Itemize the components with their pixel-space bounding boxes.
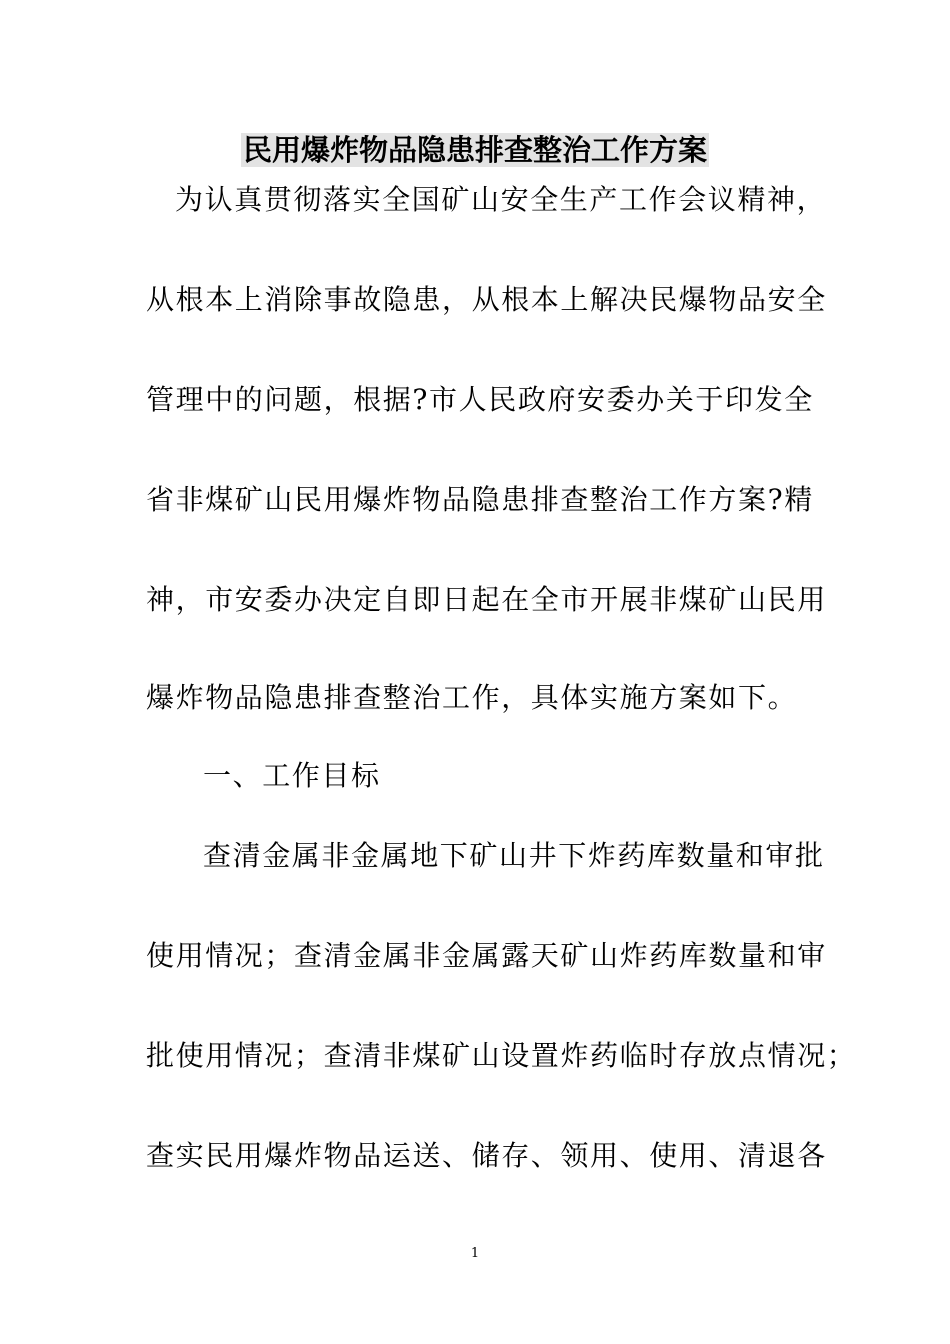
document-title-text: 民用爆炸物品隐患排查整治工作方案: [242, 133, 707, 167]
paragraph-line: 使用情况；查清金属非金属露天矿山炸药库数量和审: [146, 939, 827, 972]
paragraph-line: 查清金属非金属地下矿山井下炸药库数量和审批: [203, 839, 825, 872]
paragraph-line: 从根本上消除事故隐患，从根本上解决民爆物品安全: [146, 283, 827, 316]
paragraph-line: 查实民用爆炸物品运送、储存、领用、使用、清退各: [146, 1139, 827, 1172]
paragraph-line: 管理中的问题，根据?市人民政府安委办关于印发全: [146, 383, 814, 416]
paragraph-line: 批使用情况；查清非煤矿山设置炸药临时存放点情况；: [146, 1039, 857, 1072]
page-number: 1: [470, 1246, 480, 1261]
paragraph-line: 为认真贯彻落实全国矿山安全生产工作会议精神，: [175, 183, 827, 216]
section-heading: 一、工作目标: [203, 759, 381, 792]
paragraph-line: 省非煤矿山民用爆炸物品隐患排查整治工作方案?精: [146, 483, 814, 516]
paragraph-line: 爆炸物品隐患排查整治工作，具体实施方案如下。: [146, 681, 798, 714]
paragraph-line: 神，市安委办决定自即日起在全市开展非煤矿山民用: [146, 583, 827, 616]
document-title: [0, 130, 950, 170]
